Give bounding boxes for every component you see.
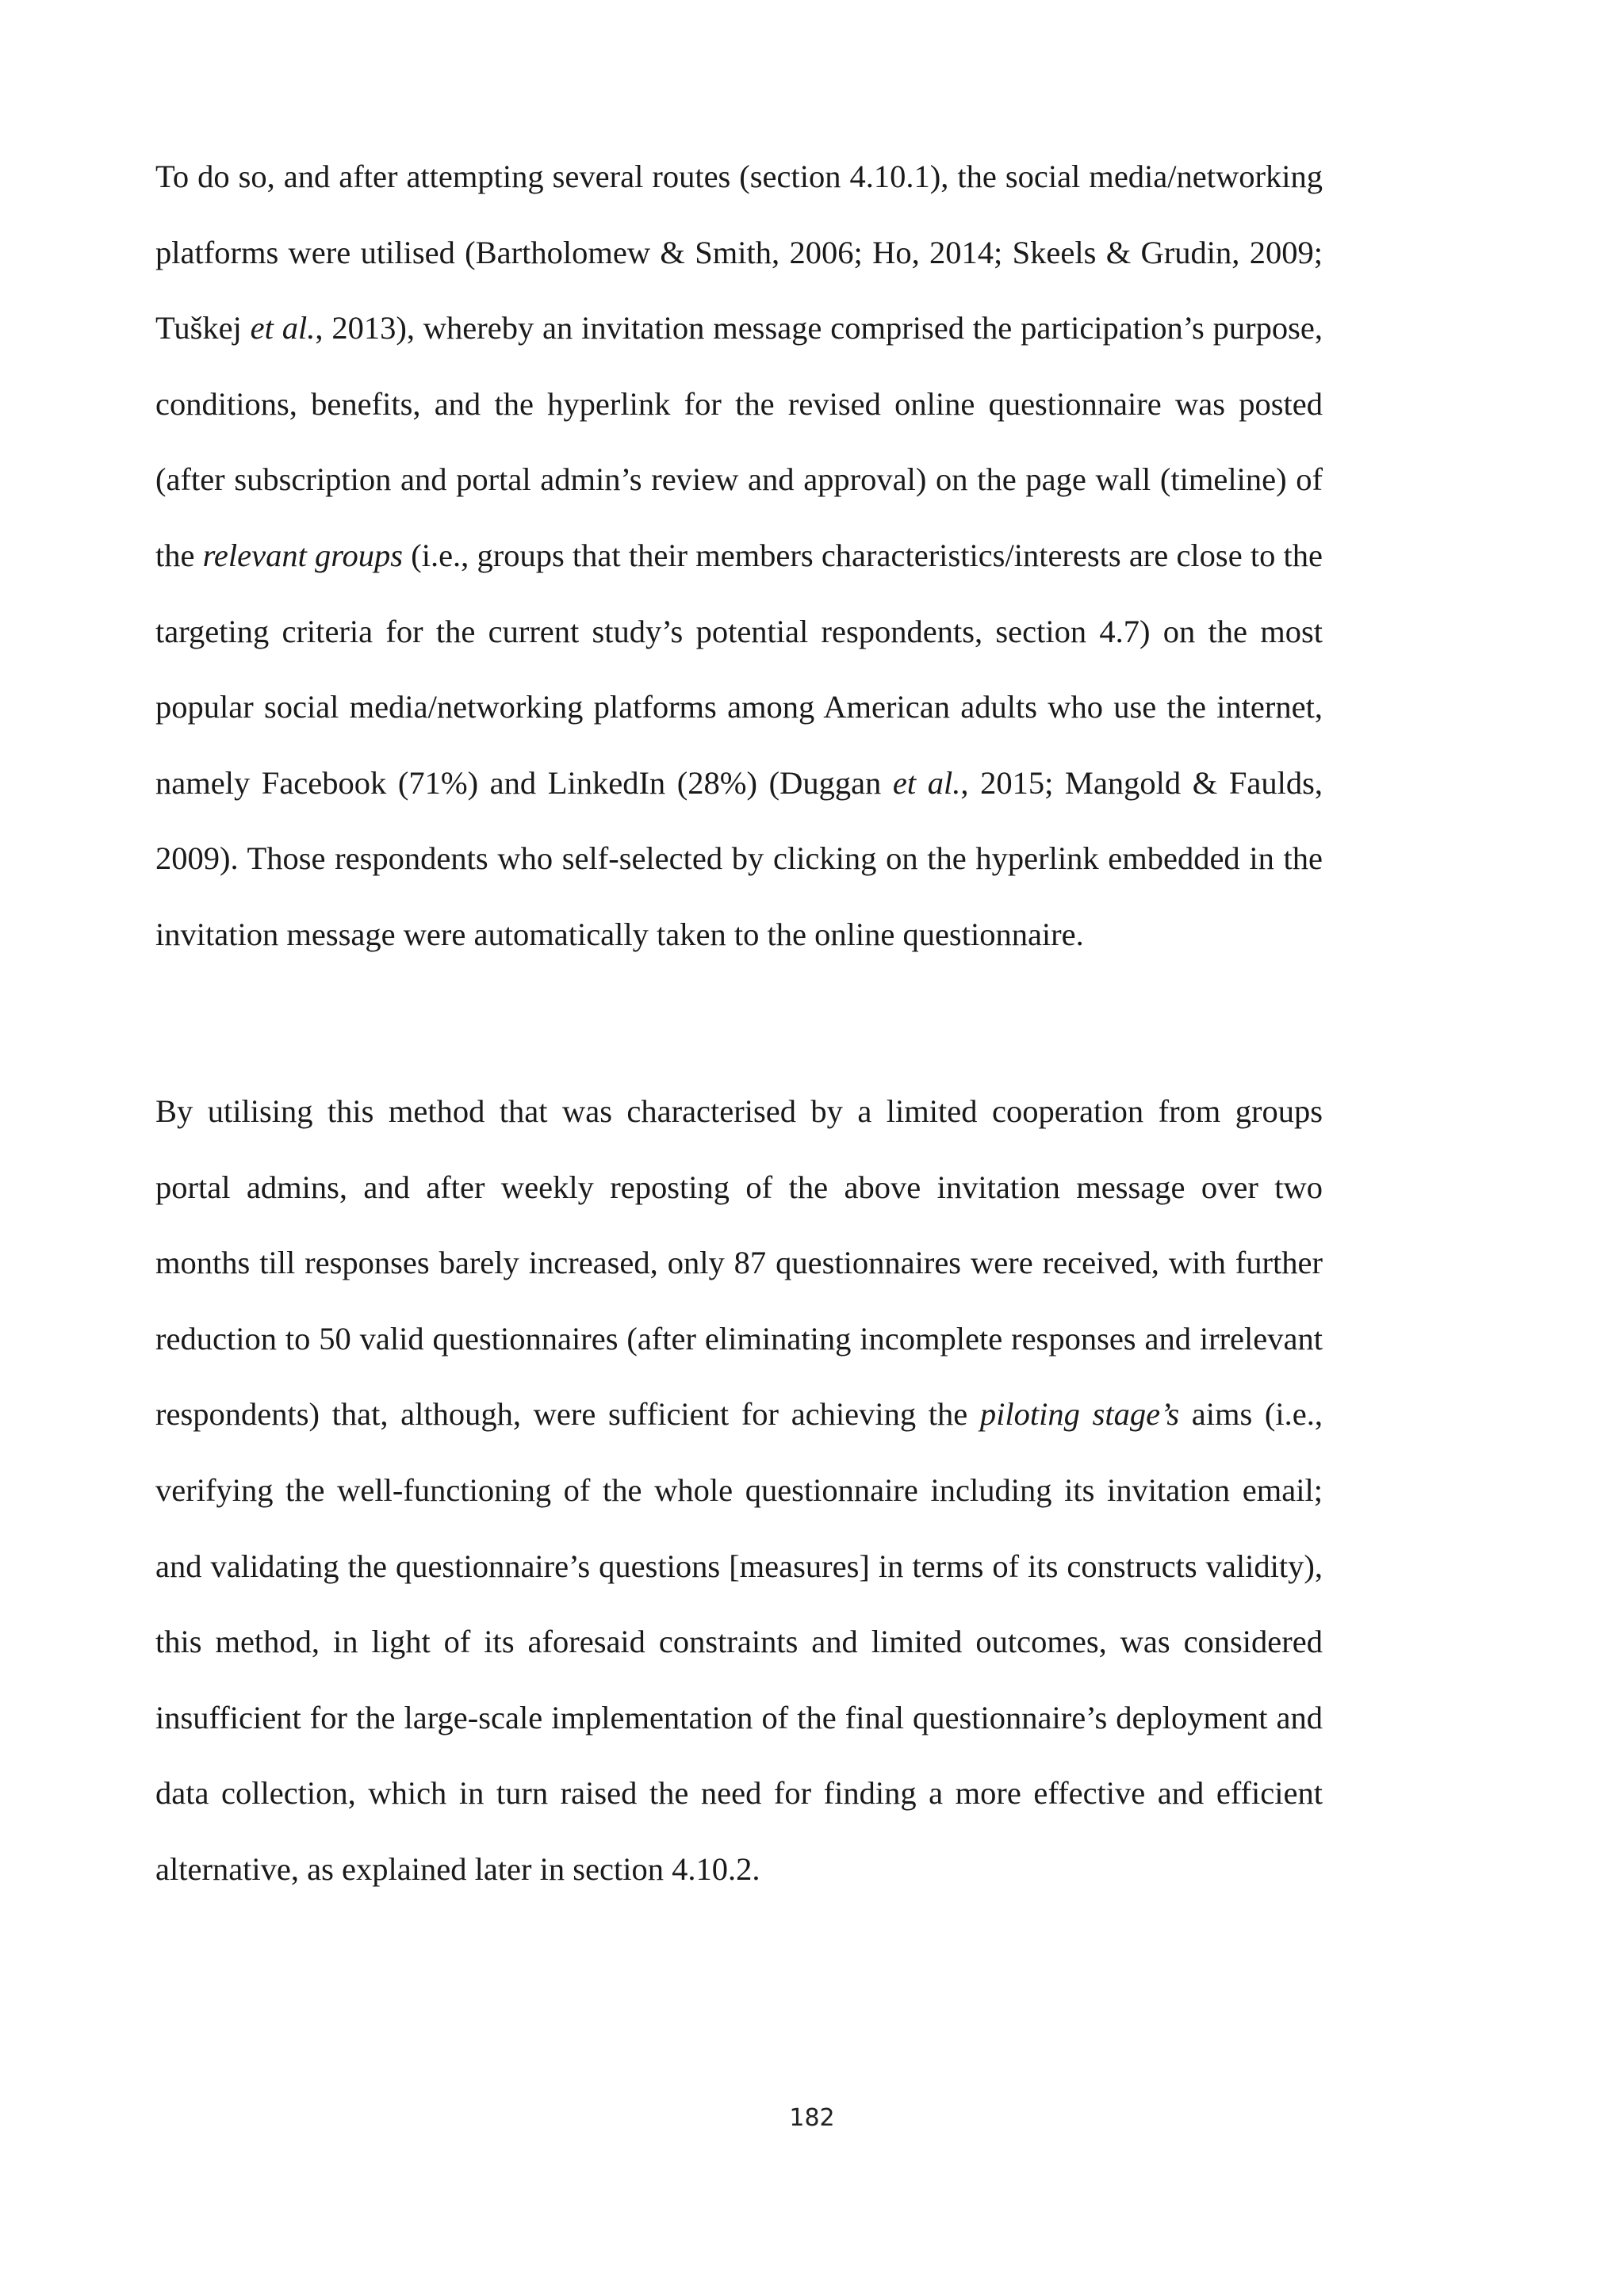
paragraph-2-text: By utilising this method that was characterised by a limited cooperation from groups portal admins, and after weekly reposting of the above invitation message over two months till responses barely increased, only 87 questionnaires were received, with further reduction to 50 valid questionnaires (after eliminating incomplete responses and irrelevant respondents) that, although, were sufficient for achieving the bbox=[155, 1093, 1323, 1433]
relevant-groups-italic: relevant groups bbox=[202, 537, 404, 573]
citation-et-al-italic: et al. bbox=[892, 764, 961, 801]
piloting-stage-italic: piloting stage’s bbox=[979, 1396, 1180, 1433]
paragraph-1-text: (i.e., groups that their members characteristics/interests are close to the targeting criteria for the current study’s potential respondents, section 4.7) on the most popular social media/networking platforms among American adults who use the internet, namely Facebook (71%) and LinkedIn (28%) (Duggan bbox=[155, 537, 1323, 801]
paragraph-1-text: , 2015; Mangold & Faulds, 2009). Those respondents who self-selected by clicking on the hyperlink embedded in the invitation message were automatically taken to the online questionnaire. bbox=[155, 764, 1323, 952]
paragraph-1-text: To do so, and after attempting several routes (section 4.10.1), the social media/networking platforms were utilised (Bartholomew & Smith, 2006; Ho, 2014; Skeels & Grudin, 2009; Tuškej bbox=[155, 159, 1323, 346]
body-paragraph-1 bbox=[155, 139, 1323, 973]
paragraph-1-text: , 2013), whereby an invitation message comprised the participation’s purpose, conditions, benefits, and the hyperlink for the revised online questionnaire was posted (after subscription and portal admin’s review and approval) on the page wall (timeline) of the bbox=[155, 310, 1323, 573]
paragraph-2-text: aims (i.e., verifying the well-functioning of the whole questionnaire including its invitation email; and validating the questionnaire’s questions [measures] in terms of its constructs validity), this method, in light of its aforesaid constraints and limited outcomes, was considered insufficient for the large-scale implementation of the final questionnaire’s deployment and data collection, which in turn raised the need for finding a more effective and efficient alternative, as explained later in section 4.10.2. bbox=[155, 1396, 1323, 1887]
citation-et-al-italic: et al. bbox=[250, 310, 316, 346]
page-number: 182 bbox=[789, 2104, 835, 2132]
body-paragraph-2 bbox=[155, 1073, 1323, 1908]
